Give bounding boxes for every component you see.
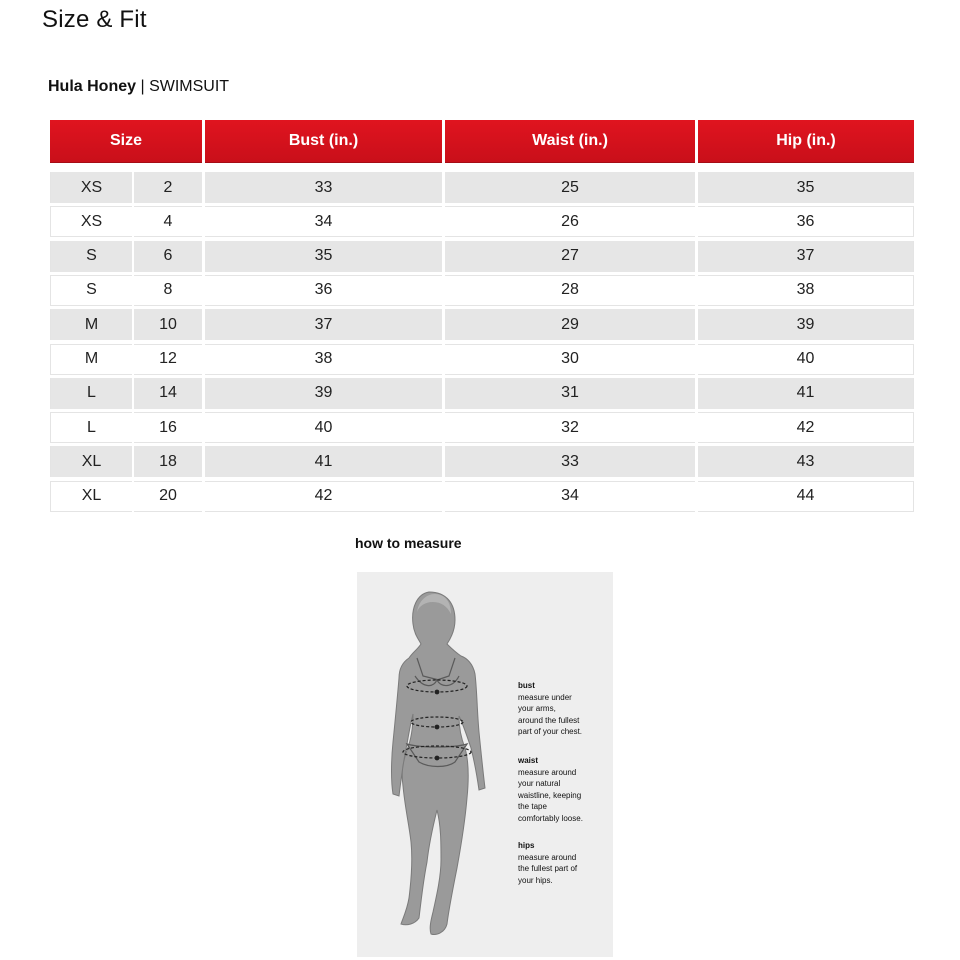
bust-value: 41 [205,446,442,477]
hip-value: 41 [698,378,914,409]
header-size: Size [50,120,202,162]
size-label: S [50,275,132,306]
hips-heading: hips [518,841,535,850]
waist-value: 34 [445,481,695,512]
size-number: 8 [134,275,202,306]
bust-value: 37 [205,309,442,340]
waist-value: 26 [445,206,695,237]
product-type: SWIMSUIT [149,78,230,95]
waist-guide [518,755,613,824]
hip-value: 44 [698,481,914,512]
waist-value: 27 [445,241,695,272]
waist-line: the tape [518,802,547,811]
header-hip: Hip (in.) [698,120,914,162]
size-label: XS [50,172,132,203]
page-title: Size & Fit [42,6,147,33]
hip-value: 42 [698,412,914,443]
size-number: 6 [134,241,202,272]
brand-line [48,78,229,96]
bust-line: your arms, [518,704,556,713]
hip-value: 38 [698,275,914,306]
bust-value: 36 [205,275,442,306]
silhouette [392,592,486,935]
bust-value: 38 [205,344,442,375]
size-number: 12 [134,344,202,375]
size-label: XS [50,206,132,237]
waist-value: 28 [445,275,695,306]
hip-value: 36 [698,206,914,237]
size-label: L [50,412,132,443]
size-number: 14 [134,378,202,409]
waist-line: comfortably loose. [518,813,583,823]
bust-line: measure under [518,692,572,702]
bust-value: 40 [205,412,442,443]
size-number: 16 [134,412,202,443]
waist-value: 29 [445,309,695,340]
table-row [50,412,914,443]
hip-value: 39 [698,309,914,340]
hips-line: measure around [518,852,577,862]
measurement-guide-panel [357,572,613,957]
waist-line: waistline, keeping [518,790,582,800]
table-row [50,172,914,203]
table-row [50,206,914,237]
waist-value: 25 [445,172,695,203]
waist-value: 32 [445,412,695,443]
bust-value: 42 [205,481,442,512]
waist-line: measure around [518,767,577,777]
waist-value: 30 [445,344,695,375]
size-number: 18 [134,446,202,477]
table-row [50,344,914,375]
bust-value: 35 [205,241,442,272]
table-row [50,241,914,272]
table-row [50,309,914,340]
brand-name: Hula Honey [48,78,137,95]
hips-line: your hips. [518,875,553,885]
waist-heading: waist [518,756,539,765]
bust-heading: bust [518,681,535,690]
how-to-measure-title: how to measure [355,535,462,551]
hip-value: 35 [698,172,914,203]
hip-value: 37 [698,241,914,272]
waist-value: 33 [445,446,695,477]
size-label: M [50,344,132,375]
size-label: S [50,241,132,272]
bust-line: around the fullest [518,715,580,725]
bust-value: 34 [205,206,442,237]
waist-value: 31 [445,378,695,409]
size-number: 10 [134,309,202,340]
size-label: XL [50,481,132,512]
waist-line: your natural [518,779,561,788]
brand-separator: | [136,78,150,95]
size-label: M [50,309,132,340]
bust-value: 33 [205,172,442,203]
table-row [50,481,914,512]
bust-guide [518,680,613,738]
size-number: 2 [134,172,202,203]
size-label: L [50,378,132,409]
hips-line: the fullest part of [518,864,578,873]
bust-line: part of your chest. [518,727,583,736]
header-bust: Bust (in.) [205,120,442,162]
size-number: 4 [134,206,202,237]
bust-value: 39 [205,378,442,409]
size-label: XL [50,446,132,477]
hips-guide [518,840,613,886]
table-row [50,378,914,409]
table-row [50,446,914,477]
header-waist: Waist (in.) [445,120,695,162]
hip-value: 43 [698,446,914,477]
size-number: 20 [134,481,202,512]
hip-value: 40 [698,344,914,375]
table-row [50,275,914,306]
